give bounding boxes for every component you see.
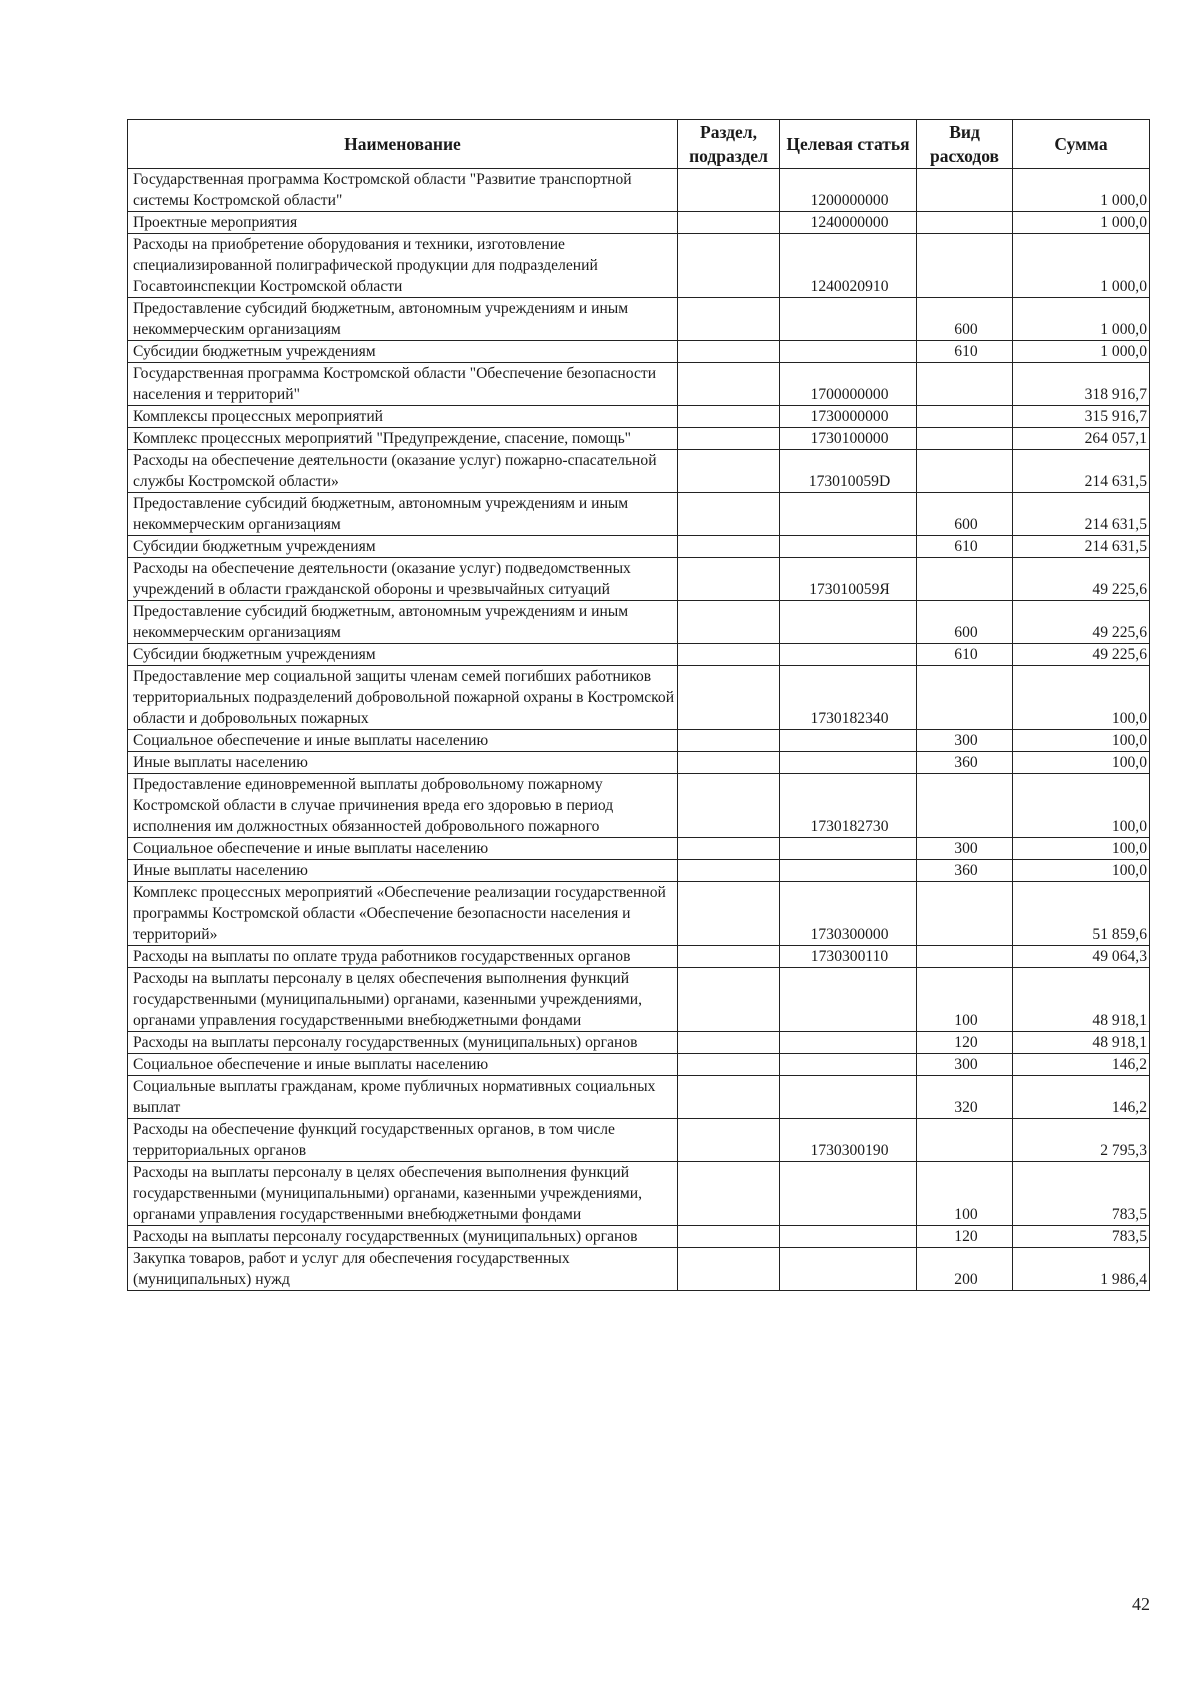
cell-sum: 100,0 [1013, 752, 1150, 774]
cell-section [678, 601, 780, 644]
table-row [128, 363, 1150, 406]
cell-sum: 2 795,3 [1013, 1119, 1150, 1162]
cell-sum: 1 000,0 [1013, 234, 1150, 298]
cell-article [780, 493, 917, 536]
cell-section [678, 774, 780, 838]
cell-name: Социальное обеспечение и иные выплаты населению [128, 1054, 678, 1076]
cell-kind [917, 1119, 1013, 1162]
cell-kind: 120 [917, 1226, 1013, 1248]
cell-article [780, 968, 917, 1032]
cell-section [678, 968, 780, 1032]
table-row [128, 212, 1150, 234]
cell-section [678, 730, 780, 752]
cell-sum: 315 916,7 [1013, 406, 1150, 428]
table-row [128, 169, 1150, 212]
cell-name: Проектные мероприятия [128, 212, 678, 234]
cell-sum: 214 631,5 [1013, 536, 1150, 558]
cell-name: Расходы на выплаты персоналу государственных (муниципальных) органов [128, 1032, 678, 1054]
table-row [128, 406, 1150, 428]
cell-section [678, 406, 780, 428]
header-kind: Вид расходов [917, 120, 1013, 169]
cell-section [678, 666, 780, 730]
cell-name: Расходы на выплаты персоналу в целях обеспечения выполнения функций государственными (муниципальными) органами, казенными учреждениями, органами управления государственными внебюджетными фондами [128, 968, 678, 1032]
cell-name: Комплекс процессных мероприятий "Предупреждение, спасение, помощь" [128, 428, 678, 450]
cell-section [678, 536, 780, 558]
cell-article: 1730182730 [780, 774, 917, 838]
cell-name: Социальные выплаты гражданам, кроме публичных нормативных социальных выплат [128, 1076, 678, 1119]
cell-section [678, 493, 780, 536]
cell-article: 1730182340 [780, 666, 917, 730]
header-name: Наименование [128, 120, 678, 169]
table-row [128, 774, 1150, 838]
cell-article [780, 1226, 917, 1248]
cell-sum: 49 064,3 [1013, 946, 1150, 968]
cell-section [678, 644, 780, 666]
cell-section [678, 838, 780, 860]
cell-section [678, 363, 780, 406]
cell-name: Иные выплаты населению [128, 752, 678, 774]
header-section: Раздел, подраздел [678, 120, 780, 169]
table-row [128, 838, 1150, 860]
cell-sum: 146,2 [1013, 1076, 1150, 1119]
cell-name: Расходы на выплаты персоналу в целях обеспечения выполнения функций государственными (муниципальными) органами, казенными учреждениями, органами управления государственными внебюджетными фондами [128, 1162, 678, 1226]
cell-kind [917, 363, 1013, 406]
cell-sum: 49 225,6 [1013, 558, 1150, 601]
page-number: 42 [1132, 1594, 1150, 1614]
cell-article [780, 730, 917, 752]
cell-section [678, 882, 780, 946]
cell-name: Субсидии бюджетным учреждениям [128, 536, 678, 558]
table-row [128, 536, 1150, 558]
cell-article: 1730300190 [780, 1119, 917, 1162]
cell-name: Расходы на выплаты персоналу государственных (муниципальных) органов [128, 1226, 678, 1248]
cell-section [678, 1054, 780, 1076]
table-row [128, 1119, 1150, 1162]
cell-kind [917, 234, 1013, 298]
table-row [128, 968, 1150, 1032]
table-row [128, 428, 1150, 450]
table-row [128, 752, 1150, 774]
cell-name: Комплексы процессных мероприятий [128, 406, 678, 428]
cell-kind: 100 [917, 1162, 1013, 1226]
cell-sum: 100,0 [1013, 730, 1150, 752]
cell-section [678, 558, 780, 601]
cell-sum: 100,0 [1013, 774, 1150, 838]
cell-section [678, 212, 780, 234]
cell-sum: 318 916,7 [1013, 363, 1150, 406]
cell-name: Государственная программа Костромской области "Обеспечение безопасности населения и территорий" [128, 363, 678, 406]
cell-kind [917, 428, 1013, 450]
cell-section [678, 752, 780, 774]
header-article: Целевая статья [780, 120, 917, 169]
cell-kind: 610 [917, 341, 1013, 363]
cell-sum: 783,5 [1013, 1162, 1150, 1226]
cell-section [678, 1119, 780, 1162]
cell-section [678, 428, 780, 450]
cell-sum: 48 918,1 [1013, 968, 1150, 1032]
cell-sum: 48 918,1 [1013, 1032, 1150, 1054]
cell-name: Расходы на обеспечение деятельности (оказание услуг) пожарно-спасательной службы Костромской области» [128, 450, 678, 493]
table-row [128, 1162, 1150, 1226]
cell-section [678, 1226, 780, 1248]
cell-article: 1240000000 [780, 212, 917, 234]
cell-section [678, 860, 780, 882]
cell-kind [917, 406, 1013, 428]
cell-sum: 264 057,1 [1013, 428, 1150, 450]
table-row [128, 1032, 1150, 1054]
cell-name: Государственная программа Костромской области "Развитие транспортной системы Костромской области" [128, 169, 678, 212]
table-row [128, 558, 1150, 601]
cell-kind: 600 [917, 493, 1013, 536]
cell-article [780, 1032, 917, 1054]
cell-sum: 51 859,6 [1013, 882, 1150, 946]
cell-section [678, 946, 780, 968]
cell-section [678, 169, 780, 212]
table-row [128, 450, 1150, 493]
cell-article: 1730300110 [780, 946, 917, 968]
cell-name: Предоставление единовременной выплаты добровольному пожарному Костромской области в случае причинения вреда его здоровью в период исполнения им должностных обязанностей добровольного пожарного [128, 774, 678, 838]
header-sum: Сумма [1013, 120, 1150, 169]
cell-name: Социальное обеспечение и иные выплаты населению [128, 730, 678, 752]
cell-article: 1730300000 [780, 882, 917, 946]
cell-article [780, 298, 917, 341]
cell-article: 1730000000 [780, 406, 917, 428]
table-header-row [128, 120, 1150, 169]
cell-kind: 200 [917, 1248, 1013, 1291]
cell-article [780, 601, 917, 644]
cell-kind: 300 [917, 730, 1013, 752]
cell-kind: 610 [917, 536, 1013, 558]
cell-section [678, 1076, 780, 1119]
table-row [128, 1226, 1150, 1248]
cell-kind [917, 450, 1013, 493]
cell-article [780, 838, 917, 860]
cell-name: Расходы на выплаты по оплате труда работников государственных органов [128, 946, 678, 968]
cell-sum: 1 000,0 [1013, 298, 1150, 341]
cell-section [678, 1032, 780, 1054]
table-row [128, 601, 1150, 644]
table-row [128, 666, 1150, 730]
cell-sum: 783,5 [1013, 1226, 1150, 1248]
cell-kind [917, 774, 1013, 838]
cell-article [780, 1076, 917, 1119]
cell-kind [917, 212, 1013, 234]
cell-name: Предоставление субсидий бюджетным, автономным учреждениям и иным некоммерческим организациям [128, 493, 678, 536]
cell-section [678, 450, 780, 493]
table-body [128, 169, 1150, 1291]
cell-article [780, 1054, 917, 1076]
cell-section [678, 298, 780, 341]
cell-kind: 300 [917, 838, 1013, 860]
table-row [128, 234, 1150, 298]
cell-kind [917, 946, 1013, 968]
cell-article [780, 341, 917, 363]
cell-name: Иные выплаты населению [128, 860, 678, 882]
cell-kind: 120 [917, 1032, 1013, 1054]
cell-name: Предоставление субсидий бюджетным, автономным учреждениям и иным некоммерческим организациям [128, 601, 678, 644]
cell-sum: 100,0 [1013, 860, 1150, 882]
cell-sum: 49 225,6 [1013, 601, 1150, 644]
table-row [128, 298, 1150, 341]
table-row [128, 1076, 1150, 1119]
cell-name: Субсидии бюджетным учреждениям [128, 341, 678, 363]
cell-kind: 300 [917, 1054, 1013, 1076]
cell-article [780, 752, 917, 774]
cell-name: Комплекс процессных мероприятий «Обеспечение реализации государственной программы Костромской области «Обеспечение безопасности населения и территорий» [128, 882, 678, 946]
cell-article: 1700000000 [780, 363, 917, 406]
cell-article [780, 644, 917, 666]
table-row [128, 946, 1150, 968]
table-row [128, 341, 1150, 363]
cell-name: Субсидии бюджетным учреждениям [128, 644, 678, 666]
cell-kind: 610 [917, 644, 1013, 666]
cell-article: 1200000000 [780, 169, 917, 212]
cell-kind [917, 666, 1013, 730]
cell-sum: 1 000,0 [1013, 169, 1150, 212]
cell-name: Предоставление мер социальной защиты членам семей погибших работников территориальных подразделений добровольной пожарной охраны в Костромской области и добровольных пожарных [128, 666, 678, 730]
cell-sum: 100,0 [1013, 666, 1150, 730]
cell-kind: 360 [917, 752, 1013, 774]
table-row [128, 1248, 1150, 1291]
cell-name: Расходы на приобретение оборудования и техники, изготовление специализированной полиграфической продукции для подразделений Госавтоинспекции Костромской области [128, 234, 678, 298]
cell-sum: 214 631,5 [1013, 493, 1150, 536]
table-row [128, 1054, 1150, 1076]
cell-name: Расходы на обеспечение деятельности (оказание услуг) подведомственных учреждений в области гражданской обороны и чрезвычайных ситуаций [128, 558, 678, 601]
cell-sum: 146,2 [1013, 1054, 1150, 1076]
cell-article: 173010059D [780, 450, 917, 493]
cell-sum: 1 000,0 [1013, 341, 1150, 363]
cell-kind [917, 882, 1013, 946]
cell-section [678, 1248, 780, 1291]
cell-article: 1730100000 [780, 428, 917, 450]
cell-kind: 600 [917, 601, 1013, 644]
table-row [128, 644, 1150, 666]
cell-article: 173010059Я [780, 558, 917, 601]
table-row [128, 730, 1150, 752]
cell-name: Предоставление субсидий бюджетным, автономным учреждениям и иным некоммерческим организациям [128, 298, 678, 341]
cell-article [780, 1248, 917, 1291]
cell-kind: 100 [917, 968, 1013, 1032]
cell-name: Расходы на обеспечение функций государственных органов, в том числе территориальных органов [128, 1119, 678, 1162]
cell-article [780, 860, 917, 882]
table-row [128, 493, 1150, 536]
cell-article [780, 536, 917, 558]
cell-sum: 214 631,5 [1013, 450, 1150, 493]
cell-section [678, 341, 780, 363]
cell-article: 1240020910 [780, 234, 917, 298]
cell-kind [917, 558, 1013, 601]
cell-kind: 320 [917, 1076, 1013, 1119]
cell-sum: 100,0 [1013, 838, 1150, 860]
cell-kind: 360 [917, 860, 1013, 882]
cell-section [678, 234, 780, 298]
budget-table [127, 119, 1150, 1291]
table-row [128, 882, 1150, 946]
cell-name: Закупка товаров, работ и услуг для обеспечения государственных (муниципальных) нужд [128, 1248, 678, 1291]
cell-kind: 600 [917, 298, 1013, 341]
cell-sum: 1 986,4 [1013, 1248, 1150, 1291]
cell-sum: 1 000,0 [1013, 212, 1150, 234]
table-row [128, 860, 1150, 882]
cell-article [780, 1162, 917, 1226]
cell-name: Социальное обеспечение и иные выплаты населению [128, 838, 678, 860]
cell-kind [917, 169, 1013, 212]
cell-section [678, 1162, 780, 1226]
cell-sum: 49 225,6 [1013, 644, 1150, 666]
